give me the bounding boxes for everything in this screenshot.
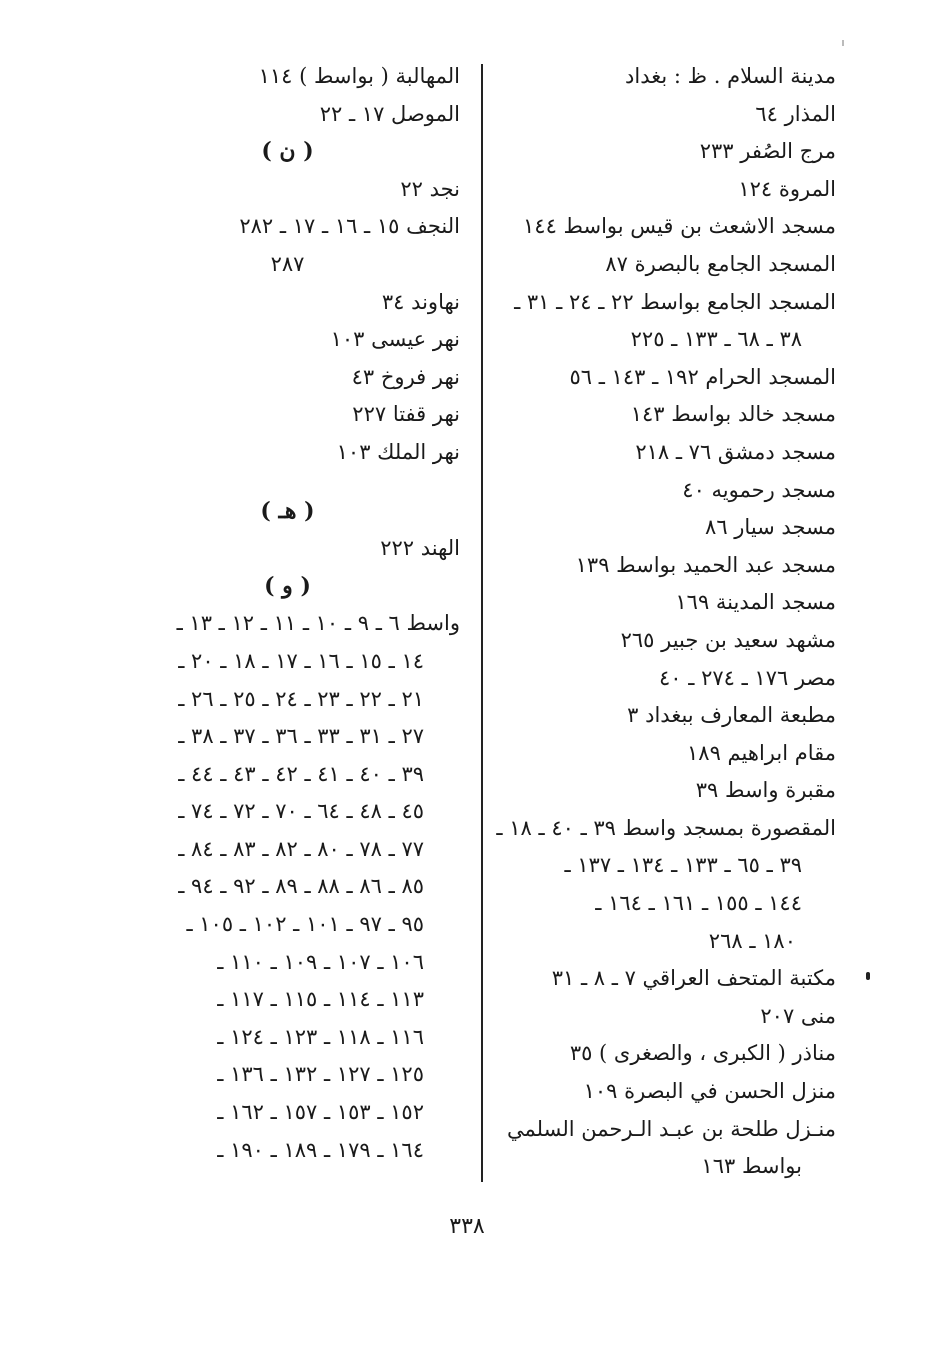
index-entry: مصر ١٧٦ ـ ٢٧٤ ـ ٤٠ (658, 665, 836, 690)
index-entry-continuation: ٤٥ ـ ٤٨ ـ ٦٤ ـ ٧٠ ـ ٧٢ ـ ٧٤ ـ (178, 799, 424, 824)
index-entry: مدينة السلام . ظ : بغداد (625, 64, 836, 88)
index-entry-continuation: ٨٥ ـ ٨٦ ـ ٨٨ ـ ٨٩ ـ ٩٢ ـ ٩٤ ـ (178, 874, 424, 899)
index-entry: الموصل ١٧ ـ ٢٢ (319, 101, 460, 126)
index-entry: منـزل طلحة بن عبـد الـرحمن السلمي (507, 1116, 836, 1141)
index-entry-continuation: ١٥٢ ـ ١٥٣ ـ ١٥٧ ـ ١٦٢ ـ (217, 1100, 424, 1125)
section-heading-nun: ( ن ) (261, 138, 314, 165)
index-entry: مسجد دمشق ٧٦ ـ ٢١٨ (635, 439, 836, 464)
index-entry: الهند ٢٢٢ (380, 536, 460, 561)
index-entry: نهر قفتا ٢٢٧ (352, 402, 460, 427)
section-heading-ha: ( هـ ) (260, 497, 315, 524)
index-entry-continuation: ٣٩ ـ ٦٥ ـ ١٣٣ ـ ١٣٤ ـ ١٣٧ ـ (564, 853, 802, 878)
index-entry: نهر فروخ ٤٣ (351, 364, 460, 389)
section-heading-waw: ( و ) (264, 572, 311, 599)
index-entry: المسجد الحرام ١٩٢ ـ ١٤٣ ـ ٥٦ (569, 364, 836, 389)
index-entry: نجد ٢٢ (400, 176, 460, 201)
index-entry: منى ٢٠٧ (760, 1003, 836, 1028)
margin-mark (866, 972, 870, 980)
index-entry: مسجد رحمويه ٤٠ (682, 477, 836, 502)
index-entry: واسط ٦ ـ ٩ ـ ١٠ ـ ١١ ـ ١٢ ـ ١٣ ـ (176, 611, 460, 636)
index-entry: مسجد سيار ٨٦ (705, 515, 836, 540)
index-entry-continuation: ١١٣ ـ ١١٤ ـ ١١٥ ـ ١١٧ ـ (217, 987, 424, 1012)
index-entry-continuation: ١٤٤ ـ ١٥٥ ـ ١٦١ ـ ١٦٤ ـ (595, 891, 802, 916)
index-entry: مسجد خالد بواسط ١٤٣ (630, 402, 836, 427)
index-entry: منزل الحسن في البصرة ١٠٩ (583, 1079, 836, 1104)
index-entry: المسجد الجامع بالبصرة ٨٧ (605, 251, 836, 276)
index-entry: المذار ٦٤ (755, 101, 836, 126)
index-entry: مسجد عبد الحميد بواسط ١٣٩ (575, 552, 836, 577)
index-entry: النجف ١٥ ـ ١٦ ـ ١٧ ـ ٢٨٢ (239, 214, 460, 239)
index-entry: نهر عيسى ١٠٣ (330, 327, 460, 352)
section-gap (115, 472, 460, 493)
index-entry: مناذر ( الكبرى ، والصغرى ) ٣٥ (569, 1041, 836, 1066)
index-entry-continuation: ٧٧ ـ ٧٨ ـ ٨٠ ـ ٨٢ ـ ٨٣ ـ ٨٤ ـ (178, 836, 424, 861)
index-entry-continuation: ١٦٤ ـ ١٧٩ ـ ١٨٩ ـ ١٩٠ ـ (217, 1137, 424, 1162)
index-entry: نهاوند ٣٤ (381, 289, 460, 314)
index-entry-continuation: ٣٩ ـ ٤٠ ـ ٤١ ـ ٤٢ ـ ٤٣ ـ ٤٤ ـ (178, 761, 424, 786)
index-entry-continuation: ٢٨٧ (270, 251, 305, 276)
index-entry-continuation: ١٤ ـ ١٥ ـ ١٦ ـ ١٧ ـ ١٨ ـ ٢٠ ـ (178, 648, 424, 673)
index-entry-continuation: ٩٥ ـ ٩٧ ـ ١٠١ ـ ١٠٢ ـ ١٠٥ ـ (186, 912, 424, 937)
index-entry: مقام ابراهيم ١٨٩ (687, 740, 836, 765)
index-entry: مطبعة المعارف ببغداد ٣ (627, 703, 836, 728)
index-entry: مسجد المدينة ١٦٩ (675, 590, 836, 615)
index-entry: مكتبة المتحف العراقي ٧ ـ ٨ ـ ٣١ (551, 966, 836, 991)
index-entry: مرج الصُفر ٢٣٣ (699, 139, 836, 164)
index-entry-continuation: ٣٨ ـ ٦٨ ـ ١٣٣ ـ ٢٢٥ (630, 327, 802, 352)
index-column-right (491, 58, 836, 1186)
index-column-left (115, 58, 460, 1169)
index-entry-continuation: بواسط ١٦٣ (701, 1154, 802, 1179)
column-divider (481, 64, 483, 1182)
page-number: ٣٣٨ (449, 1214, 485, 1239)
index-entry-continuation: ٢١ ـ ٢٢ ـ ٢٣ ـ ٢٤ ـ ٢٥ ـ ٢٦ ـ (178, 686, 424, 711)
index-entry: مشهد سعيد بن جبير ٢٦٥ (620, 627, 836, 652)
index-entry: نهر الملك ١٠٣ (336, 439, 460, 464)
index-entry: مسجد الاشعث بن قيس بواسط ١٤٤ (523, 214, 836, 239)
index-entry: المقصورة بمسجد واسط ٣٩ ـ ٤٠ ـ ١٨ ـ (496, 815, 836, 840)
index-entry-continuation: ١١٦ ـ ١١٨ ـ ١٢٣ ـ ١٢٤ ـ (217, 1024, 424, 1049)
index-entry: المهالبة ( بواسط ) ١١٤ (258, 64, 460, 88)
index-entry: المروة ١٢٤ (738, 176, 836, 201)
index-entry-continuation: ١٢٥ ـ ١٢٧ ـ ١٣٢ ـ ١٣٦ ـ (217, 1062, 424, 1087)
scan-speck (842, 40, 844, 46)
index-entry-continuation: ١٠٦ ـ ١٠٧ ـ ١٠٩ ـ ١١٠ ـ (217, 949, 424, 974)
index-entry-continuation: ١٨٠ ـ ٢٦٨ (708, 928, 796, 953)
index-entry: مقبرة واسط ٣٩ (695, 778, 836, 803)
index-entry: المسجد الجامع بواسط ٢٢ ـ ٢٤ ـ ٣١ ـ (514, 289, 836, 314)
index-entry-continuation: ٢٧ ـ ٣١ ـ ٣٣ ـ ٣٦ ـ ٣٧ ـ ٣٨ ـ (178, 724, 424, 749)
